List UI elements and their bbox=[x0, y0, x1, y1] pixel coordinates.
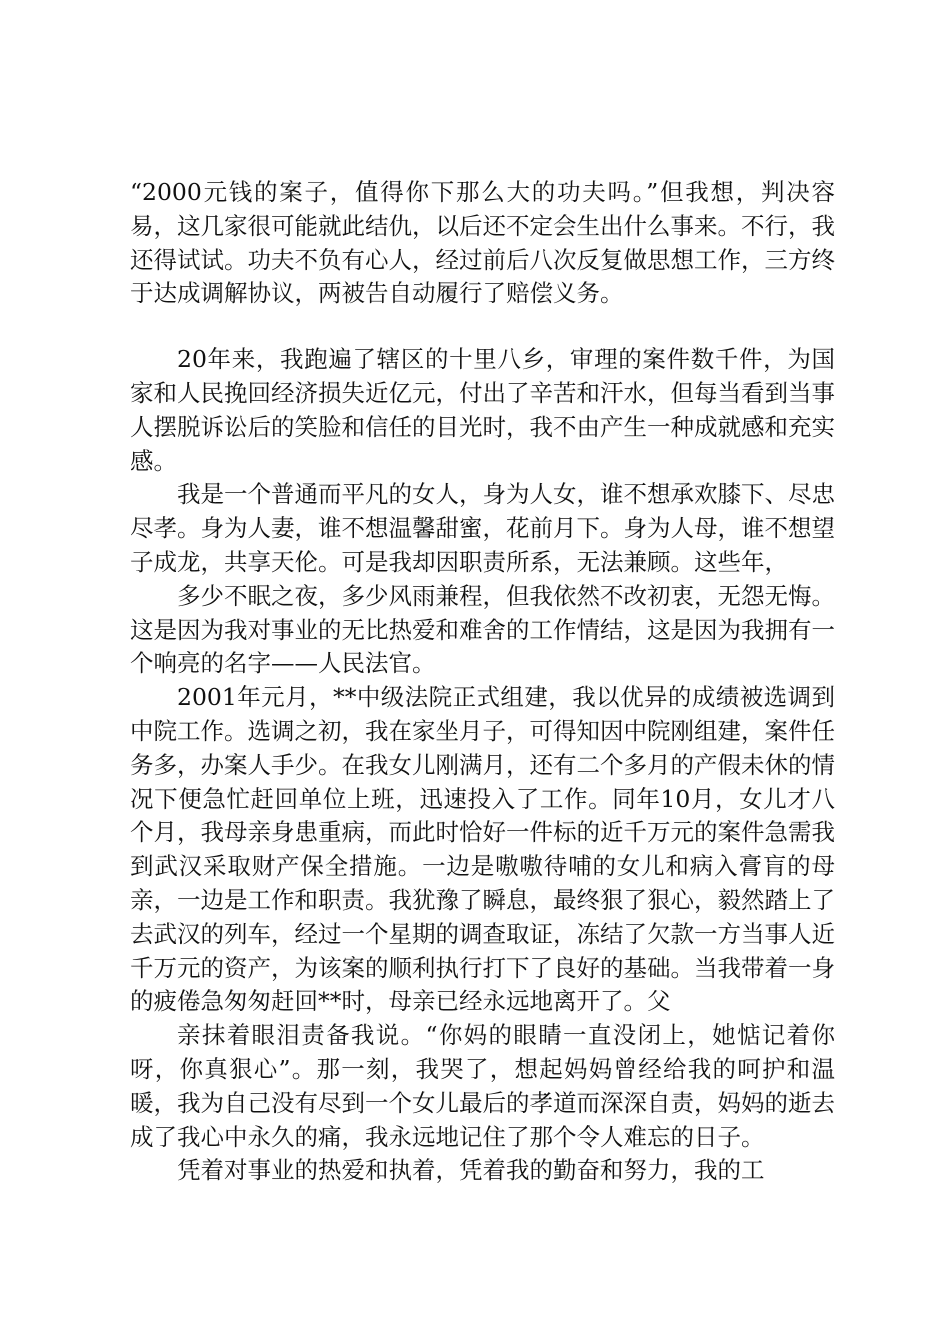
paragraph-5: 2001年元月，**中级法院正式组建，我以优异的成绩被选调到中院工作。选调之初，我在家坐月子，可得知因中院刚组建，案件任务多，办案人手少。在我女儿刚满月，还有二个多月的产假未休的情况下便急忙赶回单位上班，迅速投入了工作。同年10月，女儿才八个月，我母亲身患重病，而此时恰好一件标的近千万元的案件急需我到武汉采取财产保全措施。一边是嗷嗷待哺的女儿和病入膏肓的母亲，一边是工作和职责。我犹豫了瞬息，最终狠了狠心，毅然踏上了去武汉的列车，经过一个星期的调查取证，冻结了欠款一方当事人近千万元的资产，为该案的顺利执行打下了良好的基础。当我带着一身的疲倦急匆匆赶回**时，母亲已经永远地离开了。父 bbox=[130, 683, 835, 1016]
paragraph-2: 20年来，我跑遍了辖区的十里八乡，审理的案件数千件，为国家和人民挽回经济损失近亿元，付出了辛苦和汗水，但每当看到当事人摆脱诉讼后的笑脸和信任的目光时，我不由产生一种成就感和充实感。 bbox=[130, 345, 835, 475]
paragraph-1: “2000元钱的案子，值得你下那么大的功夫吗。”但我想，判决容易，这几家很可能就此结仇，以后还不定会生出什么事来。不行，我还得试试。功夫不负有心人，经过前后八次反复做思想工作，三方终于达成调解协议，两被告自动履行了赔偿义务。 bbox=[130, 178, 835, 308]
paragraph-7: 凭着对事业的热爱和执着，凭着我的勤奋和努力，我的工 bbox=[177, 1156, 765, 1185]
paragraph-4: 多少不眠之夜，多少风雨兼程，但我依然不改初衷，无怨无悔。这是因为我对事业的无比热爱和难舍的工作情结，这是因为我拥有一个响亮的名字——人民法官。 bbox=[130, 581, 835, 678]
paragraph-6: 亲抹着眼泪责备我说。“你妈的眼睛一直没闭上，她惦记着你呀，你真狠心”。那一刻，我哭了，想起妈妈曾经给我的呵护和温暖，我为自己没有尽到一个女儿最后的孝道而深深自责，妈妈的逝去成了我心中永久的痛，我永远地记住了那个令人难忘的日子。 bbox=[130, 1021, 835, 1151]
document-body bbox=[130, 176, 835, 1188]
paragraph-3: 我是一个普通而平凡的女人，身为人女，谁不想承欢膝下、尽忠尽孝。身为人妻，谁不想温馨甜蜜，花前月下。身为人母，谁不想望子成龙，共享天伦。可是我却因职责所系，无法兼顾。这些年， bbox=[130, 480, 835, 576]
